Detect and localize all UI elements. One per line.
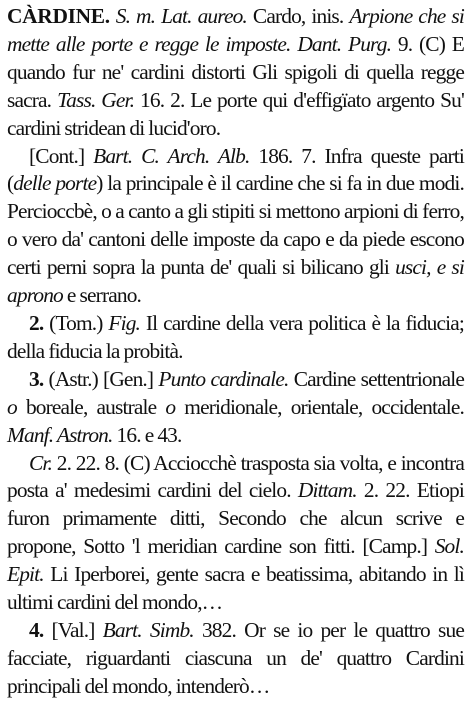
text: 2. 22. Etiopi furon primamente ditti, Secondo che alcun scrive e propone, Sotto 'l meridian cardine son fitti. [Camp.]: [7, 478, 464, 559]
text: (Astr.) [Gen.]: [43, 366, 159, 391]
source-citation: Bart. C. Arch. Alb.: [93, 143, 250, 168]
text: Cardine settentrionale: [288, 366, 464, 391]
source-citation: Cr.: [29, 450, 53, 475]
text: Il cardine della vera politica è la fiducia; della fiducia la probità.: [7, 310, 465, 363]
definition-italic: Arpione che si mette alle porte e regge le imposte. Dant. Purg.: [7, 4, 464, 56]
text: 9. (C) E quando fur ne' cardini distorti Gli spigoli di quella regge sacra.: [7, 31, 464, 112]
text: (Tom.): [43, 310, 109, 335]
sense-3: [7, 366, 464, 450]
text: e serrano.: [62, 283, 142, 308]
text: 16. e 43.: [112, 422, 182, 447]
text: Cardo, inis.: [246, 4, 350, 28]
text: 382. Or se io per le quattro sue facciate, riguardanti ciascuna un de' quattro Cardini principali del mondo, intenderò…: [7, 617, 464, 698]
sense-number: 3.: [29, 366, 44, 391]
text: Li Iperborei, gente sacra e beatissima, abitando in lì ultimi cardini del mondo,…: [7, 562, 464, 615]
source-citation: Manf. Astron.: [7, 422, 113, 447]
text: [Cont.]: [29, 143, 94, 168]
entry-citation-continued: [7, 143, 464, 310]
source-citation: Sol. Epit.: [7, 534, 464, 587]
sense-2: [7, 310, 464, 366]
entry-definition: [7, 3, 464, 143]
text: 2. 22. 8. (C) Acciocchè trasposta sia volta, e incontra posta a' medesimi cardini del cielo.: [7, 450, 464, 503]
italic-text: usci, e si aprono: [7, 255, 464, 308]
text: boreale, australe: [16, 394, 166, 419]
source-citation: Dittam.: [297, 478, 357, 503]
grammar-note: S. m. Lat. aureo.: [115, 4, 247, 28]
sense-3-citations: [7, 450, 464, 617]
italic-text: o: [165, 394, 176, 419]
sense-number: 4.: [29, 617, 44, 642]
text: [Val.]: [43, 617, 103, 642]
sense-number: 2.: [29, 310, 44, 335]
italic-text: delle porte: [13, 171, 97, 196]
headword: CÀRDINE.: [7, 4, 110, 28]
italic-text: o: [7, 394, 17, 419]
text: meridionale, orientale, occidentale.: [175, 394, 464, 419]
source-citation: Tass. Ger.: [57, 87, 135, 112]
figurative-label: Fig.: [108, 310, 141, 335]
text: 16. 2. Le porte qui d'effigïato argento Su' cardini stridean di lucid'oro.: [7, 87, 464, 140]
source-citation: Bart. Simb.: [102, 617, 194, 642]
sense-4: [7, 617, 464, 701]
italic-text: Punto cardinale.: [158, 366, 289, 391]
text: 186. 7. Infra queste parti (: [7, 143, 464, 196]
text: ) la principale è il cardine che si fa in due modi. Percioccbè, o a canto a gli stipiti si mettono arpioni di ferro, o vero da' cantoni delle imposte da capo e da piede escono certi perni sopra la punta de' quali si bilicano gli: [7, 171, 464, 280]
